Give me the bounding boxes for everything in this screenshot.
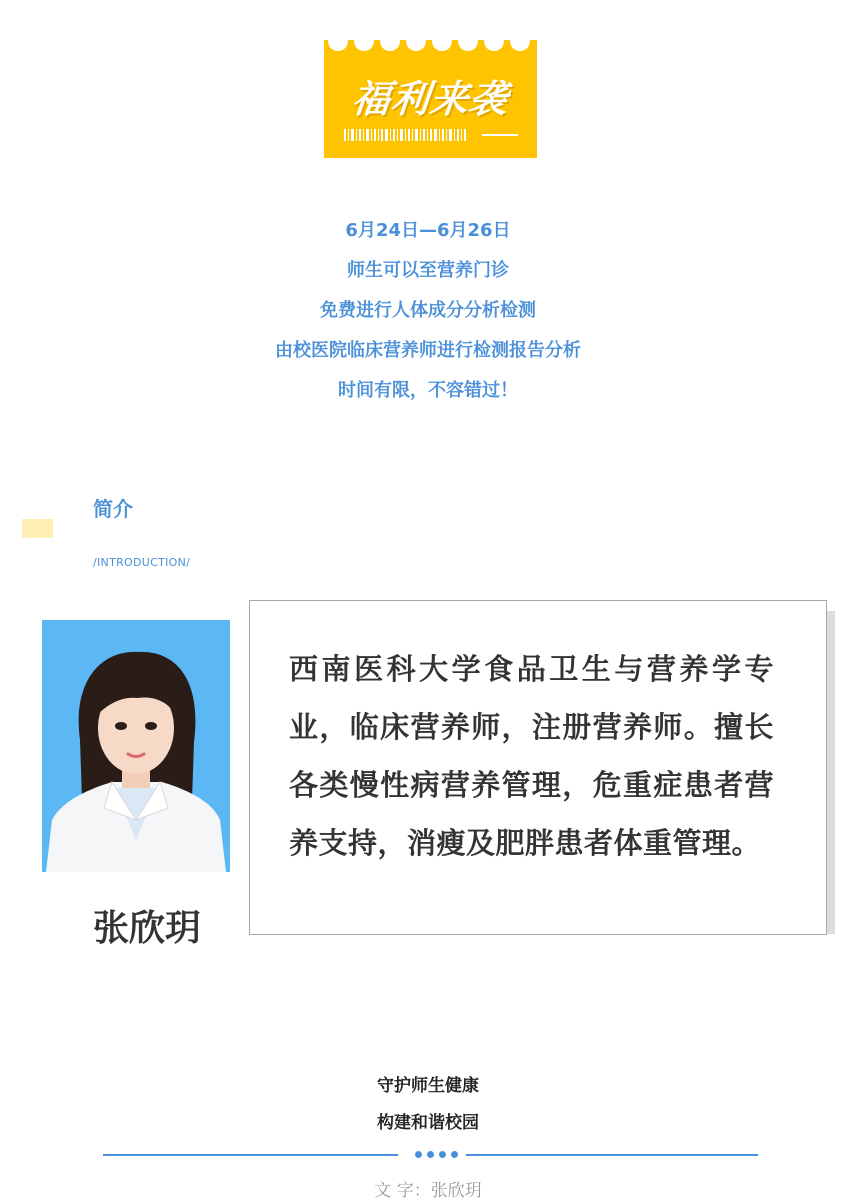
bio-card [249, 600, 827, 935]
bio-text: 西南医科大学食品卫生与营养学专业，临床营养师，注册营养师。擅长各类慢性病营养管理，危重症患者营养支持，消瘦及肥胖患者体重管理。 [289, 652, 774, 860]
section-title: 简介 [93, 497, 133, 521]
footer-divider [466, 1154, 758, 1156]
person-name: 张欣玥 [92, 908, 201, 949]
banner-scallop [380, 40, 400, 51]
divider-dot [439, 1151, 446, 1158]
event-line-service: 免费进行人体成分分析检测 [320, 300, 536, 321]
section-marker [22, 519, 53, 538]
footer-slogan-1: 守护师生健康 [377, 1076, 479, 1096]
event-line-location: 师生可以至营养门诊 [347, 260, 509, 281]
section-subtitle: /INTRODUCTION/ [93, 556, 191, 569]
footer-slogan-2: 构建和谐校园 [377, 1113, 479, 1133]
banner-scallop [510, 40, 530, 51]
divider-dot [415, 1151, 422, 1158]
welfare-banner [324, 40, 537, 158]
portrait-illustration [42, 620, 230, 872]
banner-title: 福利来袭 [349, 77, 511, 121]
banner-scallop [328, 40, 348, 51]
footer-divider [103, 1154, 398, 1156]
banner-scallop [458, 40, 478, 51]
portrait-photo [42, 620, 230, 872]
event-dates: 6月24日—6月26日 [345, 220, 511, 241]
banner-scallop [354, 40, 374, 51]
author-credit: 文 字：张欣玥 [374, 1181, 482, 1201]
event-line-analysis: 由校医院临床营养师进行检测报告分析 [275, 340, 581, 361]
event-line-reminder: 时间有限，不容错过！ [338, 380, 518, 401]
banner-scallop [432, 40, 452, 51]
divider-dot [451, 1151, 458, 1158]
divider-dot [427, 1151, 434, 1158]
banner-scallop [406, 40, 426, 51]
banner-scallop [484, 40, 504, 51]
barcode-decoration [344, 128, 524, 142]
